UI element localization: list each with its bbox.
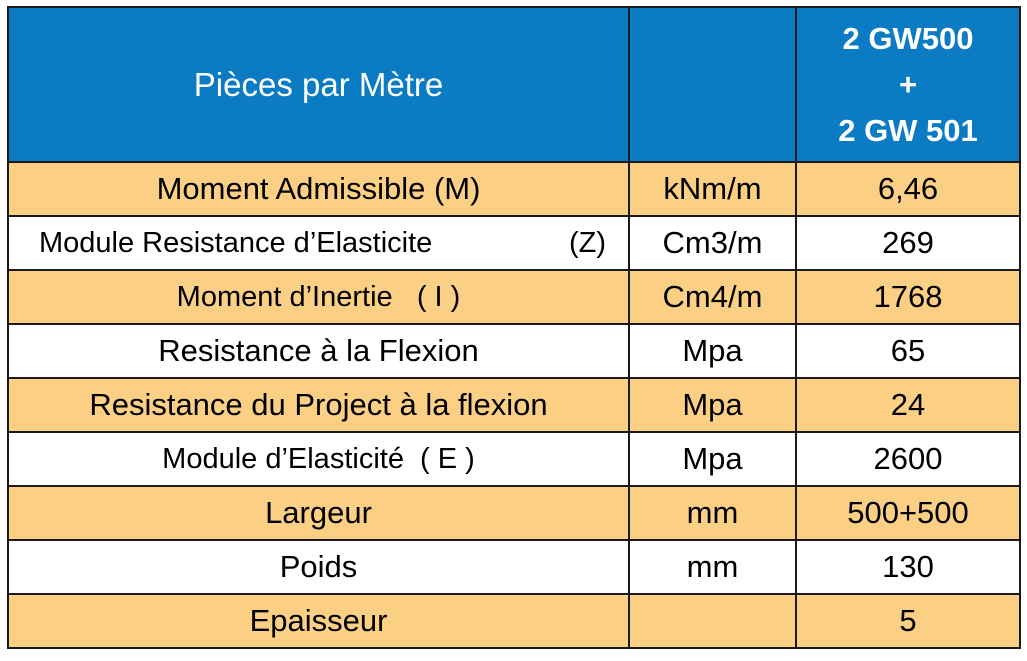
header-unit-cell	[629, 7, 796, 162]
table-row	[8, 540, 1020, 594]
row-unit: Cm4/m	[629, 270, 796, 324]
row-label: Resistance à la Flexion	[8, 324, 629, 378]
row-unit: mm	[629, 540, 796, 594]
row-label: Moment Admissible (M)	[8, 162, 629, 216]
row-value: 130	[796, 540, 1020, 594]
row-value: 6,46	[796, 162, 1020, 216]
header-title: Pièces par Mètre	[193, 65, 444, 103]
row-label: Largeur	[8, 486, 629, 540]
header-product-line3: 2 GW 501	[838, 112, 978, 148]
row-value: 24	[796, 378, 1020, 432]
spec-table	[7, 6, 1021, 649]
row-label: Moment d’Inertie ( I )	[8, 270, 629, 324]
table-row	[8, 432, 1020, 486]
table-row	[8, 162, 1020, 216]
header-title-cell	[8, 7, 629, 162]
row-value: 500+500	[796, 486, 1020, 540]
row-unit: Mpa	[629, 324, 796, 378]
row-unit	[629, 594, 796, 648]
row-value: 5	[796, 594, 1020, 648]
row-label-cell	[8, 216, 629, 270]
row-label-suffix: (Z)	[568, 226, 606, 259]
row-unit: kNm/m	[629, 162, 796, 216]
table-row	[8, 270, 1020, 324]
row-label: Resistance du Project à la flexion	[8, 378, 629, 432]
row-label: Epaisseur	[8, 594, 629, 648]
row-unit: mm	[629, 486, 796, 540]
row-label: Poids	[8, 540, 629, 594]
row-label: Module d’Elasticité ( E )	[8, 432, 629, 486]
row-value: 65	[796, 324, 1020, 378]
row-label: Module Resistance d’Elasticite	[39, 226, 433, 259]
row-value: 2600	[796, 432, 1020, 486]
table-row	[8, 594, 1020, 648]
table-row	[8, 324, 1020, 378]
table-row	[8, 378, 1020, 432]
row-value: 269	[796, 216, 1020, 270]
header-product-cell	[796, 7, 1020, 162]
table-row	[8, 486, 1020, 540]
header-product-line1: 2 GW500	[842, 20, 974, 56]
row-unit: Mpa	[629, 378, 796, 432]
table-header-row	[8, 7, 1020, 162]
header-product-line2: +	[898, 66, 918, 102]
row-unit: Mpa	[629, 432, 796, 486]
row-unit: Cm3/m	[629, 216, 796, 270]
table-row	[8, 216, 1020, 270]
row-value: 1768	[796, 270, 1020, 324]
spec-table-container	[7, 6, 1021, 649]
